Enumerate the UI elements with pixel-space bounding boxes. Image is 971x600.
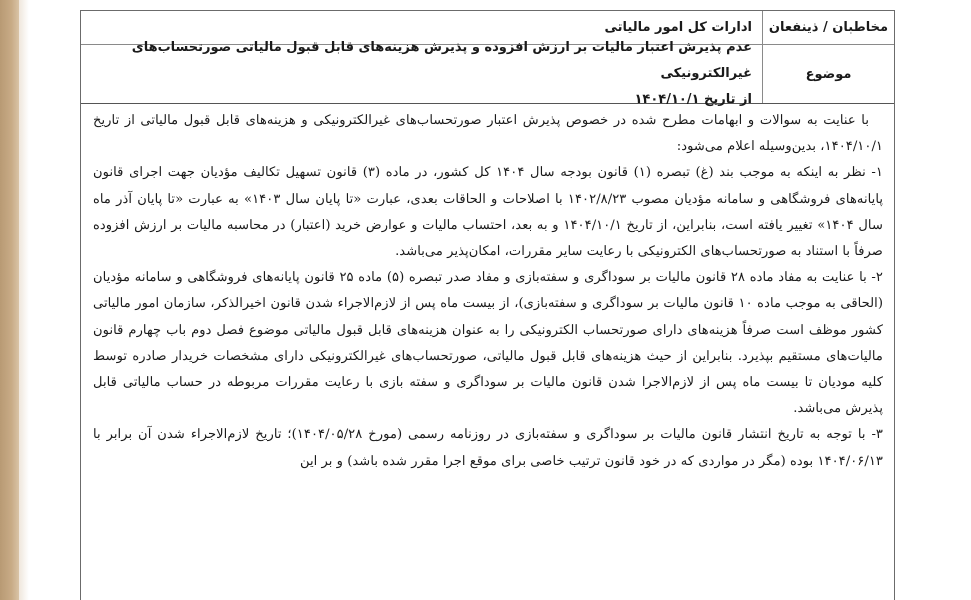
subject-label: موضوع [762, 45, 894, 103]
scan-edge-strip [0, 0, 19, 600]
document-body [81, 104, 894, 475]
audience-value-text: ادارات کل امور مالیاتی [604, 19, 752, 35]
item-2-paragraph: ۲- با عنایت به مفاد ماده ۲۸ قانون مالیات بر سوداگری و سفته‌بازی و مفاد صدر تبصره (۵) ماده ۲۵ قانون پایانه‌های فروشگاهی و سامانه مؤدیان (الحاقی به موجب ماده ۱۰ قانون مالیات بر سوداگری و سفته‌بازی)، از بیست ماه پس از لازم‌الاجراء شدن قانون اخیرالذکر، سازمان امور مالیاتی کشور موظف است صرفاً هزینه‌های دارای صورتحساب الکترونیکی را به عنوان هزینه‌های قابل قبول مالیاتی موضوع فصل دوم باب چهارم قانون مالیات‌های مستقیم بپذیرد. بنابراین از حیث هزینه‌های قابل قبول مالیاتی، صورتحساب‌های غیرالکترونیکی دارای مشخصات خریدار صادره توسط کلیه مودیان تا بیست ماه پس از لازم‌الاجرا شدن قانون مالیات بر سوداگری و سفته بازی با رعایت مقررات مربوطه در حساب مالیاتی قابل پذیرش می‌باشد. [93, 270, 883, 417]
audience-label: مخاطبان / ذینفعان [762, 11, 894, 44]
scan-edge-fade [19, 0, 29, 600]
intro-paragraph: با عنایت به سوالات و ابهامات مطرح شده در خصوص پذیرش اعتبار صورتحساب‌های غیرالکترونیکی و هزینه‌های قابل قبول مالیاتی از تاریخ ۱۴۰۴/۱۰/۱، بدین‌وسیله اعلام می‌شود: [93, 113, 883, 155]
subject-value [81, 40, 762, 107]
subject-value-line2: از تاریخ ۱۴۰۴/۱۰/۱ [634, 92, 752, 107]
item-3-paragraph: ۳- با توجه به تاریخ انتشار قانون مالیات بر سوداگری و سفته‌بازی در روزنامه رسمی (مورخ ۱۴۰۴/۰۵/۲۸)؛ تاریخ لازم‌الاجراء شدن آن برابر با ۱۴۰۴/۰۶/۱۳ بوده (مگر در مواردی که در خود قانون ترتیب خاصی برای موقع اجرا مقرر شده باشد) و بر این [93, 427, 884, 469]
document-table [80, 10, 895, 600]
subject-value-line1: عدم پذیرش اعتبار مالیات بر ارزش افزوده و پذیرش هزینه‌های قابل قبول مالیاتی صورتحساب‌های غیرالکترونیکی [131, 40, 752, 81]
item-1-paragraph: ۱- نظر به اینکه به موجب بند (غ) تبصره (۱) قانون بودجه سال ۱۴۰۴ کل کشور، در ماده (۳) قانون تسهیل تکالیف مؤدیان جهت اجرای قانون پایانه‌های فروشگاهی و سامانه مؤدیان مصوب ۱۴۰۲/۸/۲۳ با اصلاحات و الحاقات بعدی، عبارت «تا پایان سال ۱۴۰۳» به عبارت «تا پایان آذر ماه سال ۱۴۰۴» تغییر یافته است، بنابراین، از تاریخ ۱۴۰۴/۱۰/۱ و به بعد، احتساب مالیات و عوارض خرید (اعتبار) در محاسبه مالیات بر ارزش افزوده صرفاً با استناد به صورتحساب‌های الکترونیکی با رعایت سایر مقررات، امکان‌پذیر می‌باشد. [93, 165, 884, 260]
subject-row [81, 40, 894, 107]
